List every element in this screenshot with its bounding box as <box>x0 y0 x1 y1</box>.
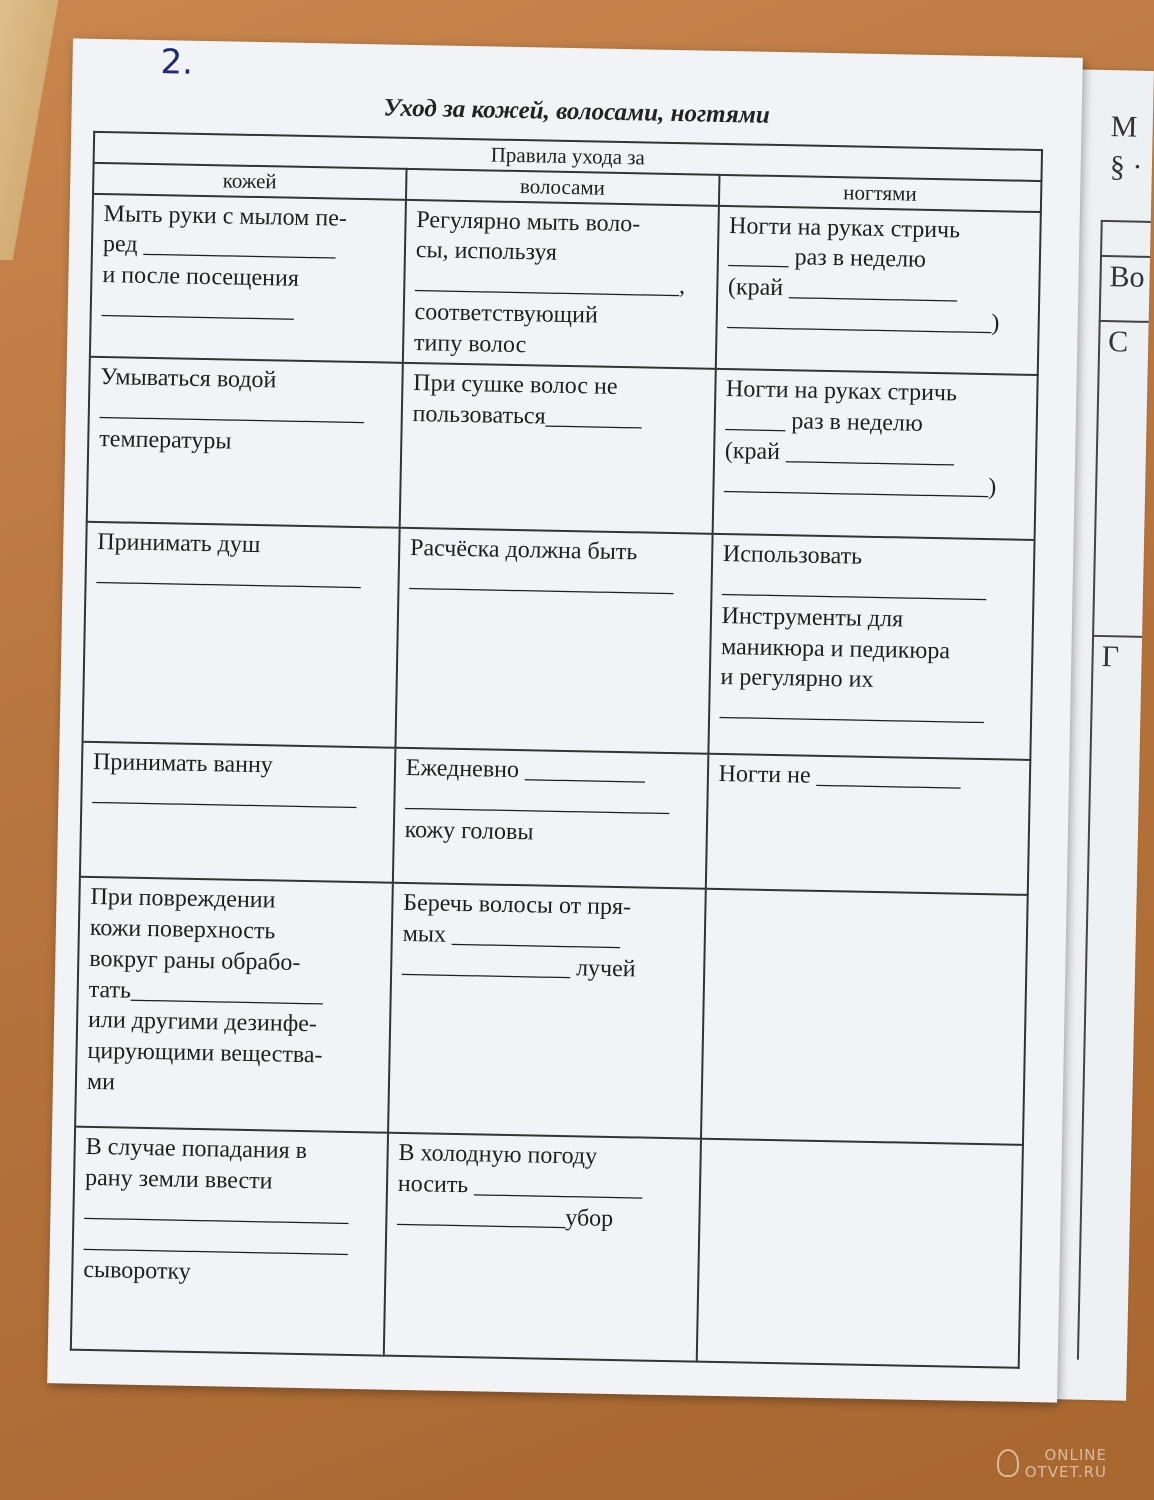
hair-rule-cell[interactable]: Расчёска должна быть ______________________ <box>395 528 712 754</box>
side-table-line <box>1099 320 1149 323</box>
skin-rule-cell[interactable]: При повреждении кожи поверхность вокруг раны обрабо- тать________________ или другими дезинфе- цирующими вещества- ми <box>75 877 393 1133</box>
skin-rule-cell[interactable]: Мыть руки с мылом пе- ред ________________ и после посещения ________________ <box>90 194 406 364</box>
table-row <box>90 194 1041 376</box>
table-row <box>80 742 1030 895</box>
nails-rule-cell[interactable] <box>696 1139 1023 1368</box>
table-row <box>75 877 1028 1145</box>
lightbulb-icon <box>997 1449 1019 1477</box>
side-text-5: Г <box>1101 640 1120 674</box>
skin-rule-cell[interactable]: В случае попадания в рану земли ввести ______________________ ______________________ сыворотку <box>71 1127 388 1356</box>
skin-rule-cell[interactable]: Принимать душ ______________________ <box>82 522 399 748</box>
table-row <box>71 1127 1023 1368</box>
table-row <box>82 522 1034 760</box>
nails-rule-cell[interactable]: Ногти не ____________ <box>705 754 1030 895</box>
column-header-skin: кожей <box>93 163 406 200</box>
side-text-1: М <box>1110 110 1138 144</box>
hair-rule-cell[interactable]: В холодную погоду носить ______________ ______________убор <box>384 1133 701 1362</box>
table-header: Правила ухода за <box>94 132 1042 181</box>
page-number: 2. <box>160 42 194 83</box>
hair-rule-cell[interactable]: Беречь волосы от пря- мых ______________ ______________ лучей <box>388 883 706 1139</box>
desk-background <box>0 0 70 260</box>
nails-rule-cell[interactable]: Использовать ______________________ Инструменты для маникюра и педикюра и регулярно их ______________________ <box>708 534 1035 760</box>
side-table-border <box>1077 220 1103 1360</box>
side-table-line <box>1100 255 1150 258</box>
column-header-nails: ногтями <box>719 175 1042 212</box>
watermark-line-1: ONLINE <box>1044 1446 1107 1464</box>
nails-rule-cell[interactable]: Ногти на руках стричь _____ раз в неделю (край ______________ ______________________) <box>712 369 1037 540</box>
side-table-line <box>1101 220 1151 223</box>
hair-rule-cell[interactable]: Регулярно мыть воло- сы, используя ______________________, соответствующий типу волос <box>403 200 719 370</box>
site-watermark <box>1025 1447 1107 1480</box>
worksheet-page <box>47 38 1083 1402</box>
nails-rule-cell[interactable]: Ногти на руках стричь _____ раз в неделю (край ______________ ______________________) <box>715 206 1040 376</box>
side-table-line <box>1092 635 1142 638</box>
nails-rule-cell[interactable] <box>701 889 1028 1145</box>
care-rules-table <box>70 131 1043 1369</box>
skin-rule-cell[interactable]: Принимать ванну ______________________ <box>80 742 395 883</box>
table-row <box>87 357 1038 540</box>
page-title: Уход за кожей, волосами, ногтями <box>383 94 771 129</box>
skin-rule-cell[interactable]: Умываться водой ______________________ температуры <box>87 357 403 528</box>
hair-rule-cell[interactable]: При сушке волос не пользоваться________ <box>399 363 715 534</box>
side-text-4: С <box>1107 325 1129 359</box>
column-header-hair: волосами <box>406 169 719 206</box>
side-text-2: § · <box>1109 150 1143 184</box>
watermark-line-2: OTVET.RU <box>1024 1462 1107 1481</box>
side-text-3: Во <box>1109 260 1145 294</box>
hair-rule-cell[interactable]: Ежедневно __________ ______________________ кожу головы <box>393 748 708 889</box>
